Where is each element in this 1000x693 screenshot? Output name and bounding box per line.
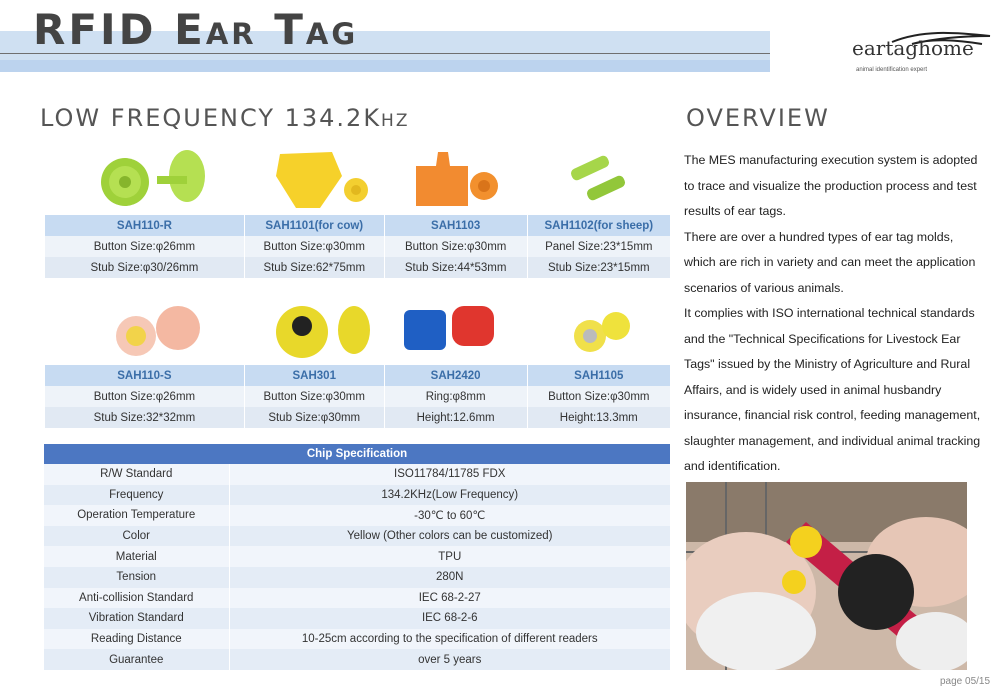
product-spec: Stub Size:32*32mm: [45, 407, 245, 428]
spec-key: Tension: [44, 567, 229, 588]
sah1105-image: [568, 296, 638, 364]
sah110-r-image: [95, 146, 215, 214]
sah1102-image: [560, 146, 640, 214]
spec-key: Color: [44, 526, 229, 547]
product-spec: Stub Size:62*75mm: [244, 257, 384, 278]
product-spec: Button Size:φ30mm: [244, 386, 384, 407]
overview-paragraph: There are over a hundred types of ear tag molds, which are rich in variety and can meet the application scenarios of various animals.: [684, 229, 976, 295]
spec-value: IEC 68-2-6: [229, 608, 670, 629]
frequency-heading: LOW FREQUENCY 134.2Khz: [40, 104, 410, 132]
spec-value: 280N: [229, 567, 670, 588]
spec-key: R/W Standard: [44, 464, 229, 485]
product-name: SAH1103: [384, 215, 527, 236]
spec-key: Frequency: [44, 485, 229, 506]
product-spec: Panel Size:23*15mm: [527, 236, 670, 257]
product-spec: Stub Size:44*53mm: [384, 257, 527, 278]
product-name: SAH1101(for cow): [244, 215, 384, 236]
spec-key: Material: [44, 546, 229, 567]
spec-value: IEC 68-2-27: [229, 588, 670, 609]
product-spec: Stub Size:φ30/26mm: [45, 257, 245, 278]
product-spec: Stub Size:23*15mm: [527, 257, 670, 278]
product-name: SAH110-S: [45, 365, 245, 386]
overview-text: [684, 148, 984, 480]
spec-key: Guarantee: [44, 649, 229, 670]
product-spec: Stub Size:φ30mm: [244, 407, 384, 428]
spec-value: over 5 years: [229, 649, 670, 670]
product-name: SAH301: [244, 365, 384, 386]
sah2420-image: [400, 296, 500, 364]
spec-value: -30℃ to 60℃: [229, 505, 670, 526]
product-spec: Button Size:φ26mm: [45, 386, 245, 407]
products-table-row1: [44, 215, 670, 278]
overview-paragraph: The MES manufacturing execution system is adopted to trace and visualize the production process and test results of ear tags.: [684, 153, 978, 218]
spec-value: Yellow (Other colors can be customized): [229, 526, 670, 547]
logo-tagline: animal identification expert: [856, 67, 928, 73]
spec-value: 134.2KHz(Low Frequency): [229, 485, 670, 506]
spec-caption: Chip Specification: [44, 444, 670, 464]
sah110-s-image: [108, 296, 208, 364]
chip-spec-table: [44, 444, 670, 670]
product-spec: Button Size:φ26mm: [45, 236, 245, 257]
sah1101-image: [270, 146, 380, 214]
overview-paragraph: It complies with ISO international technical standards and the "Technical Specifications for Livestock Ear Tags" issued by the Ministry of Agriculture and Rural Affairs, and is widely used in animal husbandry insurance, financial risk control, feeding management, slaughter management, and individual animal tracking and identification.: [684, 306, 981, 473]
product-spec: Height:12.6mm: [384, 407, 527, 428]
page-number: page 05/15: [940, 676, 991, 687]
product-spec: Height:13.3mm: [527, 407, 670, 428]
title-band-stripe: [0, 60, 770, 72]
products-table-row2: [44, 365, 670, 428]
spec-key: Anti-collision Standard: [44, 588, 229, 609]
logo-text: eartaghome: [852, 36, 974, 60]
product-spec: Button Size:φ30mm: [244, 236, 384, 257]
ear-tagging-photo: [686, 482, 967, 670]
product-spec: Button Size:φ30mm: [527, 386, 670, 407]
spec-value: 10-25cm according to the specification of different readers: [229, 629, 670, 650]
page-title: RFID Ear Tag: [33, 5, 359, 54]
spec-value: ISO11784/11785 FDX: [229, 464, 670, 485]
product-name: SAH2420: [384, 365, 527, 386]
product-name: SAH110-R: [45, 215, 245, 236]
product-spec: Button Size:φ30mm: [384, 236, 527, 257]
spec-value: TPU: [229, 546, 670, 567]
sah301-image: [268, 296, 378, 364]
spec-key: Operation Temperature: [44, 505, 229, 526]
spec-key: Reading Distance: [44, 629, 229, 650]
sah1103-image: [408, 146, 508, 214]
product-spec: Ring:φ8mm: [384, 386, 527, 407]
spec-key: Vibration Standard: [44, 608, 229, 629]
overview-heading: OVERVIEW: [686, 104, 830, 132]
product-name: SAH1102(for sheep): [527, 215, 670, 236]
brand-logo: [852, 28, 992, 76]
product-name: SAH1105: [527, 365, 670, 386]
